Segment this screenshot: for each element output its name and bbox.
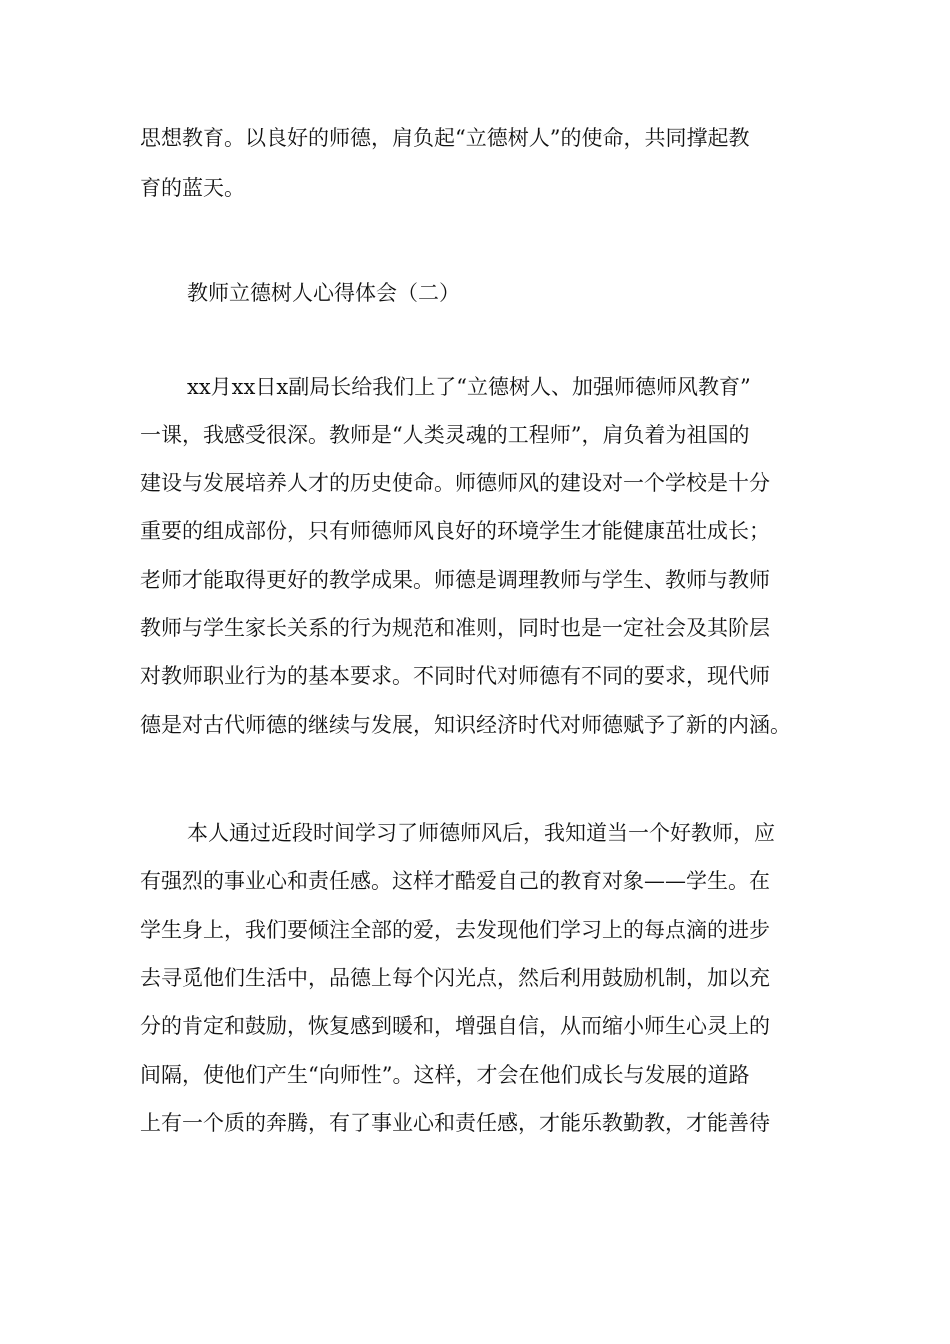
- text-line: 上有一个质的奔腾，有了事业心和责任感，才能乐教勤教，才能善待: [140, 1111, 770, 1135]
- text-line: 思想教育。以良好的师德，肩负起“立德树人”的使命，共同撑起教: [140, 126, 750, 150]
- text-line: 老师才能取得更好的教学成果。师德是调理教师与学生、教师与教师: [140, 568, 770, 592]
- text-line: 德是对古代师德的继续与发展，知识经济时代对师德赋予了新的内涵。: [140, 713, 791, 737]
- text-line: 重要的组成部份，只有师德师风良好的环境学生才能健康茁壮成长；: [140, 519, 770, 543]
- text-line: 学生身上，我们要倾注全部的爱，去发现他们学习上的每点滴的进步: [140, 918, 770, 942]
- text-line: 建设与发展培养人才的历史使命。师德师风的建设对一个学校是十分: [140, 471, 770, 495]
- text-line: 分的肯定和鼓励，恢复感到暖和，增强自信，从而缩小师生心灵上的: [140, 1014, 770, 1038]
- text-line: 间隔，使他们产生“向师性”。这样，才会在他们成长与发展的道路: [140, 1063, 750, 1087]
- text-line: 育的蓝天。: [140, 176, 245, 200]
- text-line: 去寻觅他们生活中，品德上每个闪光点，然后利用鼓励机制，加以充: [140, 966, 770, 990]
- text-line: 有强烈的事业心和责任感。这样才酷爱自己的教育对象——学生。在: [140, 869, 770, 893]
- text-line: 对教师职业行为的基本要求。不同时代对师德有不同的要求，现代师: [140, 664, 770, 688]
- section-heading: 教师立德树人心得体会（二）: [187, 281, 460, 305]
- text-line: 本人通过近段时间学习了师德师风后，我知道当一个好教师，应: [187, 821, 775, 845]
- text-line: 教师与学生家长关系的行为规范和准则，同时也是一定社会及其阶层: [140, 616, 770, 640]
- text-line: 一课，我感受很深。教师是“人类灵魂的工程师”，肩负着为祖国的: [140, 423, 750, 447]
- text-line: xx月xx日x副局长给我们上了“立德树人、加强师德师风教育”: [187, 375, 751, 399]
